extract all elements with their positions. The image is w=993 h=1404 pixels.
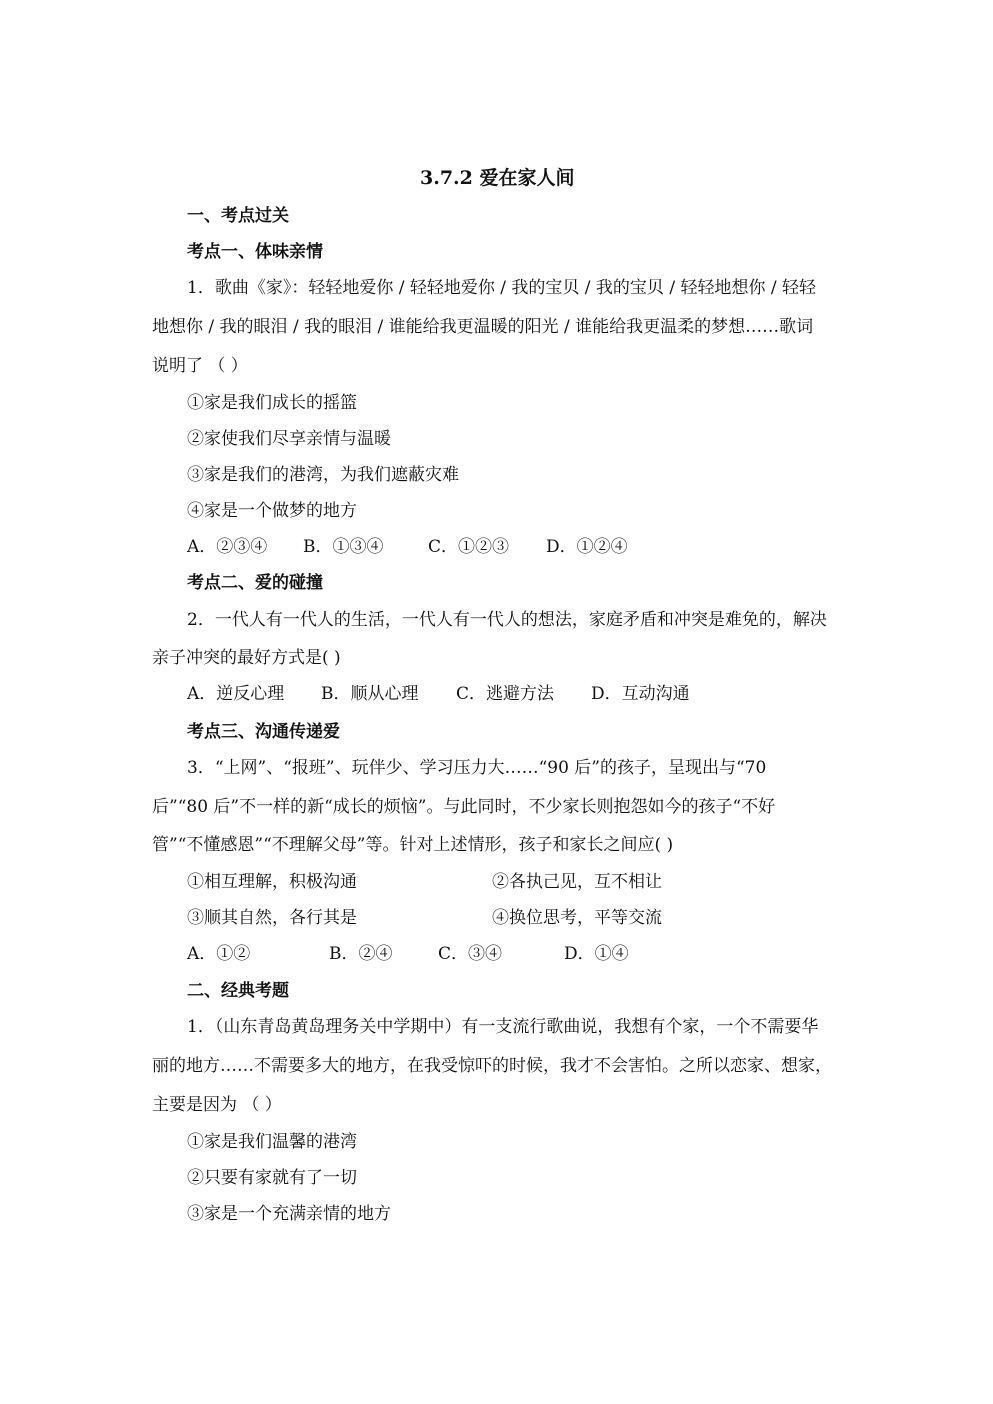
question-1-choice-b: B．①③④ — [303, 537, 384, 557]
topic-heading-3: 考点三、沟通传递爱 — [187, 722, 340, 742]
topic-heading-1: 考点一、体味亲情 — [187, 242, 323, 262]
section-heading-2: 二、经典考题 — [187, 981, 289, 1001]
question-3-option-3: ③顺其自然，各行其是 — [187, 908, 357, 928]
question-2-line-1: 2．一代人有一代人的生活，一代人有一代人的想法，家庭矛盾和冲突是难免的，解决 — [187, 610, 827, 630]
page-title: 3.7.2 爱在家人间 — [420, 167, 575, 189]
section-heading-1: 一、考点过关 — [187, 206, 289, 226]
question-3-option-4: ④换位思考，平等交流 — [492, 908, 662, 928]
classic-question-1-option-3: ③家是一个充满亲情的地方 — [187, 1204, 391, 1224]
question-1-choice-d: D．①②④ — [546, 537, 628, 557]
question-3-line-3: 管”“不懂感恩”“不理解父母”等。针对上述情形，孩子和家长之间应( ) — [152, 835, 674, 855]
question-3-choice-d: D．①④ — [564, 944, 629, 964]
question-3-choice-c: C．③④ — [438, 944, 503, 964]
question-2-choice-c: C．逃避方法 — [456, 684, 555, 704]
question-1-line-2: 地想你 / 我的眼泪 / 我的眼泪 / 谁能给我更温暖的阳光 / 谁能给我更温柔的梦想……歌词 — [152, 317, 814, 337]
question-3-option-2: ②各执己见，互不相让 — [492, 872, 662, 892]
classic-question-1-line-3: 主要是因为 （ ） — [152, 1095, 282, 1115]
question-3-option-1: ①相互理解，积极沟通 — [187, 872, 357, 892]
question-3-line-2: 后”“80 后”不一样的新“成长的烦恼”。与此同时，不少家长则抱怨如今的孩子“不好 — [152, 797, 776, 817]
question-2-choice-a: A．逆反心理 — [187, 684, 285, 704]
question-1-choice-c: C．①②③ — [428, 537, 510, 557]
classic-question-1-option-2: ②只要有家就有了一切 — [187, 1168, 357, 1188]
question-2-choice-b: B．顺从心理 — [321, 684, 419, 704]
classic-question-1-line-2: 丽的地方……不需要多大的地方，在我受惊吓的时候，我才不会害怕。之所以恋家、想家， — [152, 1056, 832, 1076]
question-2-line-2: 亲子冲突的最好方式是( ) — [152, 648, 341, 668]
question-1-option-4: ④家是一个做梦的地方 — [187, 501, 357, 521]
classic-question-1-line-1: 1．（山东青岛黄岛理务关中学期中）有一支流行歌曲说，我想有个家，一个不需要华 — [187, 1017, 819, 1037]
question-3-line-1: 3．“上网”、“报班”、玩伴少、学习压力大……“90 后”的孩子，呈现出与“70 — [187, 758, 767, 778]
classic-question-1-option-1: ①家是我们温馨的港湾 — [187, 1132, 357, 1152]
question-1-option-1: ①家是我们成长的摇篮 — [187, 393, 357, 413]
question-1-option-3: ③家是我们的港湾，为我们遮蔽灾难 — [187, 465, 459, 485]
question-2-choice-d: D．互动沟通 — [591, 684, 690, 704]
question-3-choice-b: B．②④ — [329, 944, 393, 964]
question-1-line-3: 说明了 （ ） — [152, 356, 248, 376]
question-3-choice-a: A．①② — [187, 944, 251, 964]
question-1-option-2: ②家使我们尽享亲情与温暖 — [187, 429, 391, 449]
question-1-line-1: 1．歌曲《家》：轻轻地爱你 / 轻轻地爱你 / 我的宝贝 / 我的宝贝 / 轻轻地想你 / 轻轻 — [187, 278, 816, 298]
topic-heading-2: 考点二、爱的碰撞 — [187, 573, 323, 593]
question-1-choice-a: A．②③④ — [187, 537, 268, 557]
